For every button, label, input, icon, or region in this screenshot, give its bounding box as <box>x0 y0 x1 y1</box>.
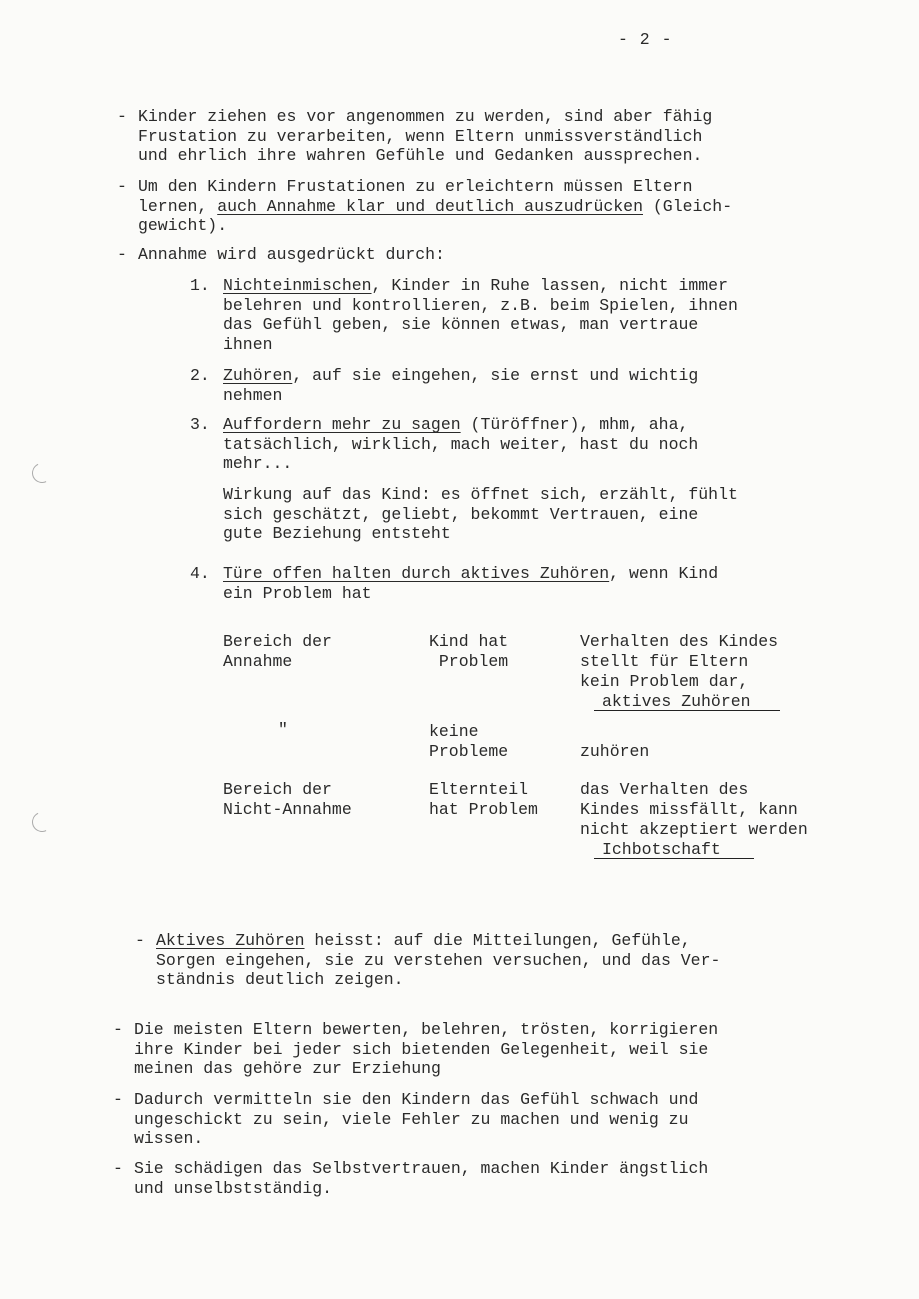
table-cell-who: Elternteil hat Problem <box>429 780 538 819</box>
table-cell-who: Kind hat Problem <box>429 632 509 671</box>
table-cell-text: das Verhalten des Kindes missfällt, kann nicht akzeptiert werden <box>580 780 808 839</box>
paragraph: Annahme wird ausgedrückt durch: <box>138 245 445 264</box>
paragraph: Die meisten Eltern bewerten, belehren, trösten, korrigieren ihre Kinder bei jeder sich bietenden Gelegenheit, weil sie meinen das gehöre zur Erziehung <box>134 1020 719 1078</box>
table-cell-method: aktives Zuhören <box>602 692 751 711</box>
item-number: 1. <box>190 276 210 295</box>
bullet-dash: - <box>117 245 127 264</box>
table-cell-who: keine Probleme <box>429 722 509 761</box>
bullet-dash: - <box>117 177 127 196</box>
item-number: 2. <box>190 366 210 385</box>
effect-paragraph: Wirkung auf das Kind: es öffnet sich, erzählt, fühlt sich geschätzt, geliebt, bekommt Vertrauen, eine gute Beziehung entsteht <box>223 485 738 543</box>
punch-hole-mark <box>29 809 55 835</box>
punch-hole-mark <box>29 460 55 486</box>
numbered-item: Türe offen halten durch aktives Zuhören, wenn Kind ein Problem hat <box>223 564 719 603</box>
numbered-item: Nichteinmischen, Kinder in Ruhe lassen, nicht immer belehren und kontrollieren, z.B. beim Spielen, ihnen das Gefühl geben, sie können etwas, man vertraue ihnen <box>223 276 738 354</box>
numbered-item: Zuhören, auf sie eingehen, sie ernst und wichtig nehmen <box>223 366 699 405</box>
method-rule <box>594 858 754 859</box>
bullet-dash: - <box>113 1020 123 1039</box>
table-cell-area: Bereich der Nicht-Annahme <box>223 780 352 819</box>
method-rule <box>594 710 780 711</box>
table-cell-area: " <box>278 720 288 739</box>
paragraph: Dadurch vermitteln sie den Kindern das Gefühl schwach und ungeschickt zu sein, viele Fehler zu machen und wenig zu wissen. <box>134 1090 699 1148</box>
table-cell-area: Bereich der Annahme <box>223 632 332 671</box>
table-cell-text: zuhören <box>580 742 650 761</box>
item-number: 4. <box>190 564 210 583</box>
table-cell-text: Verhalten des Kindes stellt für Eltern kein Problem dar, <box>580 632 779 691</box>
item-number: 3. <box>190 415 210 434</box>
paragraph: Um den Kindern Frustationen zu erleichtern müssen Eltern lernen, auch Annahme klar und deutlich auszudrücken (Gleich- gewicht). <box>138 177 733 235</box>
page-number: - 2 - <box>618 30 673 49</box>
paragraph: Kinder ziehen es vor angenommen zu werden, sind aber fähig Frustation zu verarbeiten, wenn Eltern unmissverständlich und ehrlich ihre wahren Gefühle und Gedanken aussprechen. <box>138 107 713 165</box>
bullet-dash: - <box>113 1159 123 1178</box>
table-cell-method: Ichbotschaft <box>602 840 721 859</box>
paragraph: Sie schädigen das Selbstvertrauen, machen Kinder ängstlich und unselbstständig. <box>134 1159 709 1198</box>
bullet-dash: - <box>113 1090 123 1109</box>
paragraph: Aktives Zuhören heisst: auf die Mitteilungen, Gefühle, Sorgen eingehen, sie zu verstehen versuchen, und das Ver- ständnis deutlich zeigen. <box>156 931 721 989</box>
bullet-dash: - <box>117 107 127 126</box>
numbered-item: Auffordern mehr zu sagen (Türöffner), mhm, aha, tatsächlich, wirklich, mach weiter, hast du noch mehr... <box>223 415 699 473</box>
underlined-phrase: auch Annahme klar und deutlich auszudrücken <box>217 196 643 216</box>
bullet-dash: - <box>135 931 145 950</box>
